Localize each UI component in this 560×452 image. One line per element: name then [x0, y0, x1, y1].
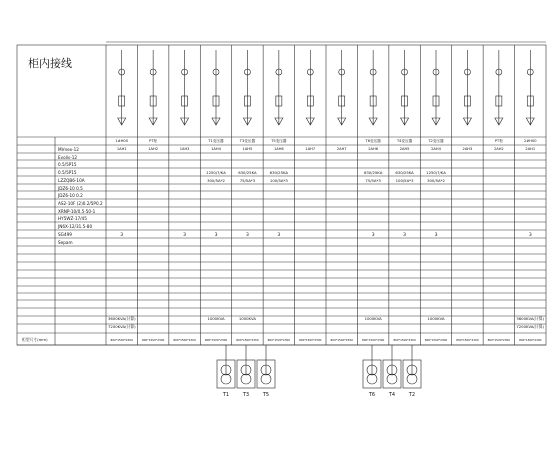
ct-type: 75/5A*3	[365, 178, 381, 183]
column-code: PT柜	[149, 139, 158, 143]
column-code: PT柜	[494, 139, 503, 143]
dimension-cell: 800*1500*2300	[267, 338, 291, 342]
ct-type: 100/5A*3	[269, 178, 288, 183]
column-code: T1变压器	[208, 139, 224, 143]
capacity-text: 3600KVA(计算)	[516, 316, 544, 321]
column-number: 1AH7	[305, 147, 316, 151]
column-code: T5变压器	[271, 139, 287, 143]
quantity-cell: 3	[371, 233, 375, 238]
quantity-cell: 3	[214, 233, 218, 238]
transformer-label: T3	[242, 392, 250, 398]
column-number: 1AH4	[211, 147, 221, 151]
dimension-cell: 800*1500*2300	[487, 338, 511, 342]
transformer-kva: 1000KVA	[364, 316, 382, 321]
dimension-cell: 800*1500*2300	[236, 338, 259, 342]
column-number: 2AH4	[431, 147, 441, 151]
ct-type: 300/5A*2	[427, 178, 445, 183]
dimension-cell: 800*1500*2300	[141, 338, 165, 342]
column-code: 2#H00	[523, 139, 537, 143]
ct-ratio: 1250/7/KA	[206, 170, 226, 175]
dimension-cell: 800*1500*2300	[173, 338, 196, 342]
quantity-cell: 3	[277, 233, 281, 238]
transformer-label: T4	[388, 392, 396, 398]
dimension-cell: 800*1500*2300	[424, 338, 448, 342]
trafo-winding	[367, 374, 377, 384]
dimension-cell: 800*1500*2300	[204, 338, 228, 342]
ct-ratio: 1250/7/KA	[426, 170, 446, 175]
column-number: 2AH7	[336, 147, 347, 151]
column-code: T2变压器	[428, 139, 444, 143]
page-title: 柜内接线	[28, 57, 72, 70]
ct-ratio: 630/25KA	[269, 170, 289, 175]
transformer-label: T5	[262, 392, 270, 398]
transformer-kva: 1000KVA	[207, 316, 225, 321]
dimension-cell: 800*1500*2300	[110, 338, 133, 342]
column-code: T6变压器	[365, 139, 381, 143]
column-number: 2AH6	[368, 147, 379, 151]
column-number: 2AH5	[399, 147, 410, 151]
trafo-winding	[221, 374, 231, 384]
table-labels	[22, 138, 545, 398]
capacity-text: 3600KVA(计算)	[108, 316, 136, 321]
column-number: 2AH2	[493, 147, 504, 151]
transformer-label: T1	[222, 392, 230, 398]
trafo-winding	[387, 374, 397, 384]
bottom-row-label: 柜型尺寸(mm)	[22, 337, 48, 342]
capacity-text: 7200KVA(计算)	[108, 324, 136, 329]
ct-ratio: 630/25KA	[363, 170, 383, 175]
row-label: JDZ6-10 0.2	[58, 193, 83, 198]
dimension-cell: 800*1500*2300	[519, 338, 542, 342]
column-number: 1AH5	[242, 147, 253, 151]
transformer-kva: 1000KVA	[427, 316, 445, 321]
row-label: LZZQB6-10A	[58, 178, 85, 183]
column-number: 2AH3	[462, 147, 473, 151]
column-code: 1#H00	[115, 139, 129, 143]
trafo-winding	[261, 374, 271, 384]
dimension-cell: 800*1500*2300	[393, 338, 416, 342]
row-label: JDZ6-10 0.5	[58, 186, 83, 191]
ct-type: 75/5A*3	[239, 178, 256, 183]
column-code: T4变压器	[396, 139, 413, 143]
table-grid	[17, 42, 546, 345]
row-label: Sepam	[58, 240, 73, 245]
row-label: Evolis-12	[58, 155, 78, 160]
dimension-cell: 800*1500*2300	[456, 338, 479, 342]
column-number: 1AH3	[179, 147, 190, 151]
trafo-winding	[241, 374, 251, 384]
quantity-cell: 3	[245, 233, 249, 238]
quantity-cell: 3	[183, 233, 187, 238]
quantity-cell: 3	[528, 233, 532, 238]
row-label: 0.5/5P15	[58, 170, 77, 175]
column-number: 1AH6	[273, 147, 284, 151]
quantity-cell: 3	[403, 233, 407, 238]
column-code: T3变压器	[239, 139, 256, 143]
quantity-cell: 3	[434, 233, 438, 238]
dimension-cell: 800*1500*2300	[361, 338, 385, 342]
column-number: 1AH1	[116, 147, 127, 151]
quantity-cell: 3	[120, 233, 124, 238]
dimension-cell: 800*1500*2300	[299, 338, 322, 342]
row-label: AS2-10F (2)0.2/5P0.2	[58, 201, 103, 206]
column-number: 1AH2	[148, 147, 159, 151]
dimension-cell: 800*1500*2300	[330, 338, 353, 342]
ct-type: 300/5A*2	[207, 178, 225, 183]
transformer-label: T6	[368, 392, 376, 398]
row-label: HY5WZ-17/45	[58, 216, 87, 221]
capacity-text: 7200KVA(计算)	[516, 324, 544, 329]
row-label: JN6X-12/31.5-80	[58, 224, 93, 229]
row-label: XRNP-10/0.5-50-1	[58, 209, 96, 214]
trafo-winding	[407, 374, 417, 384]
transformer-kva: 1000KVA	[238, 316, 256, 321]
ct-ratio: 630/25KA	[238, 170, 257, 175]
row-label: SG499	[58, 232, 72, 237]
row-label: 0.5/5P15	[58, 162, 77, 167]
transformer-label: T2	[408, 392, 416, 398]
transformer-group	[217, 345, 421, 388]
ct-type: 100/5A*3	[395, 178, 414, 183]
ct-ratio: 630/25KA	[395, 170, 414, 175]
column-number: 2AH1	[525, 147, 536, 151]
row-label: MVnex-12	[58, 147, 79, 152]
